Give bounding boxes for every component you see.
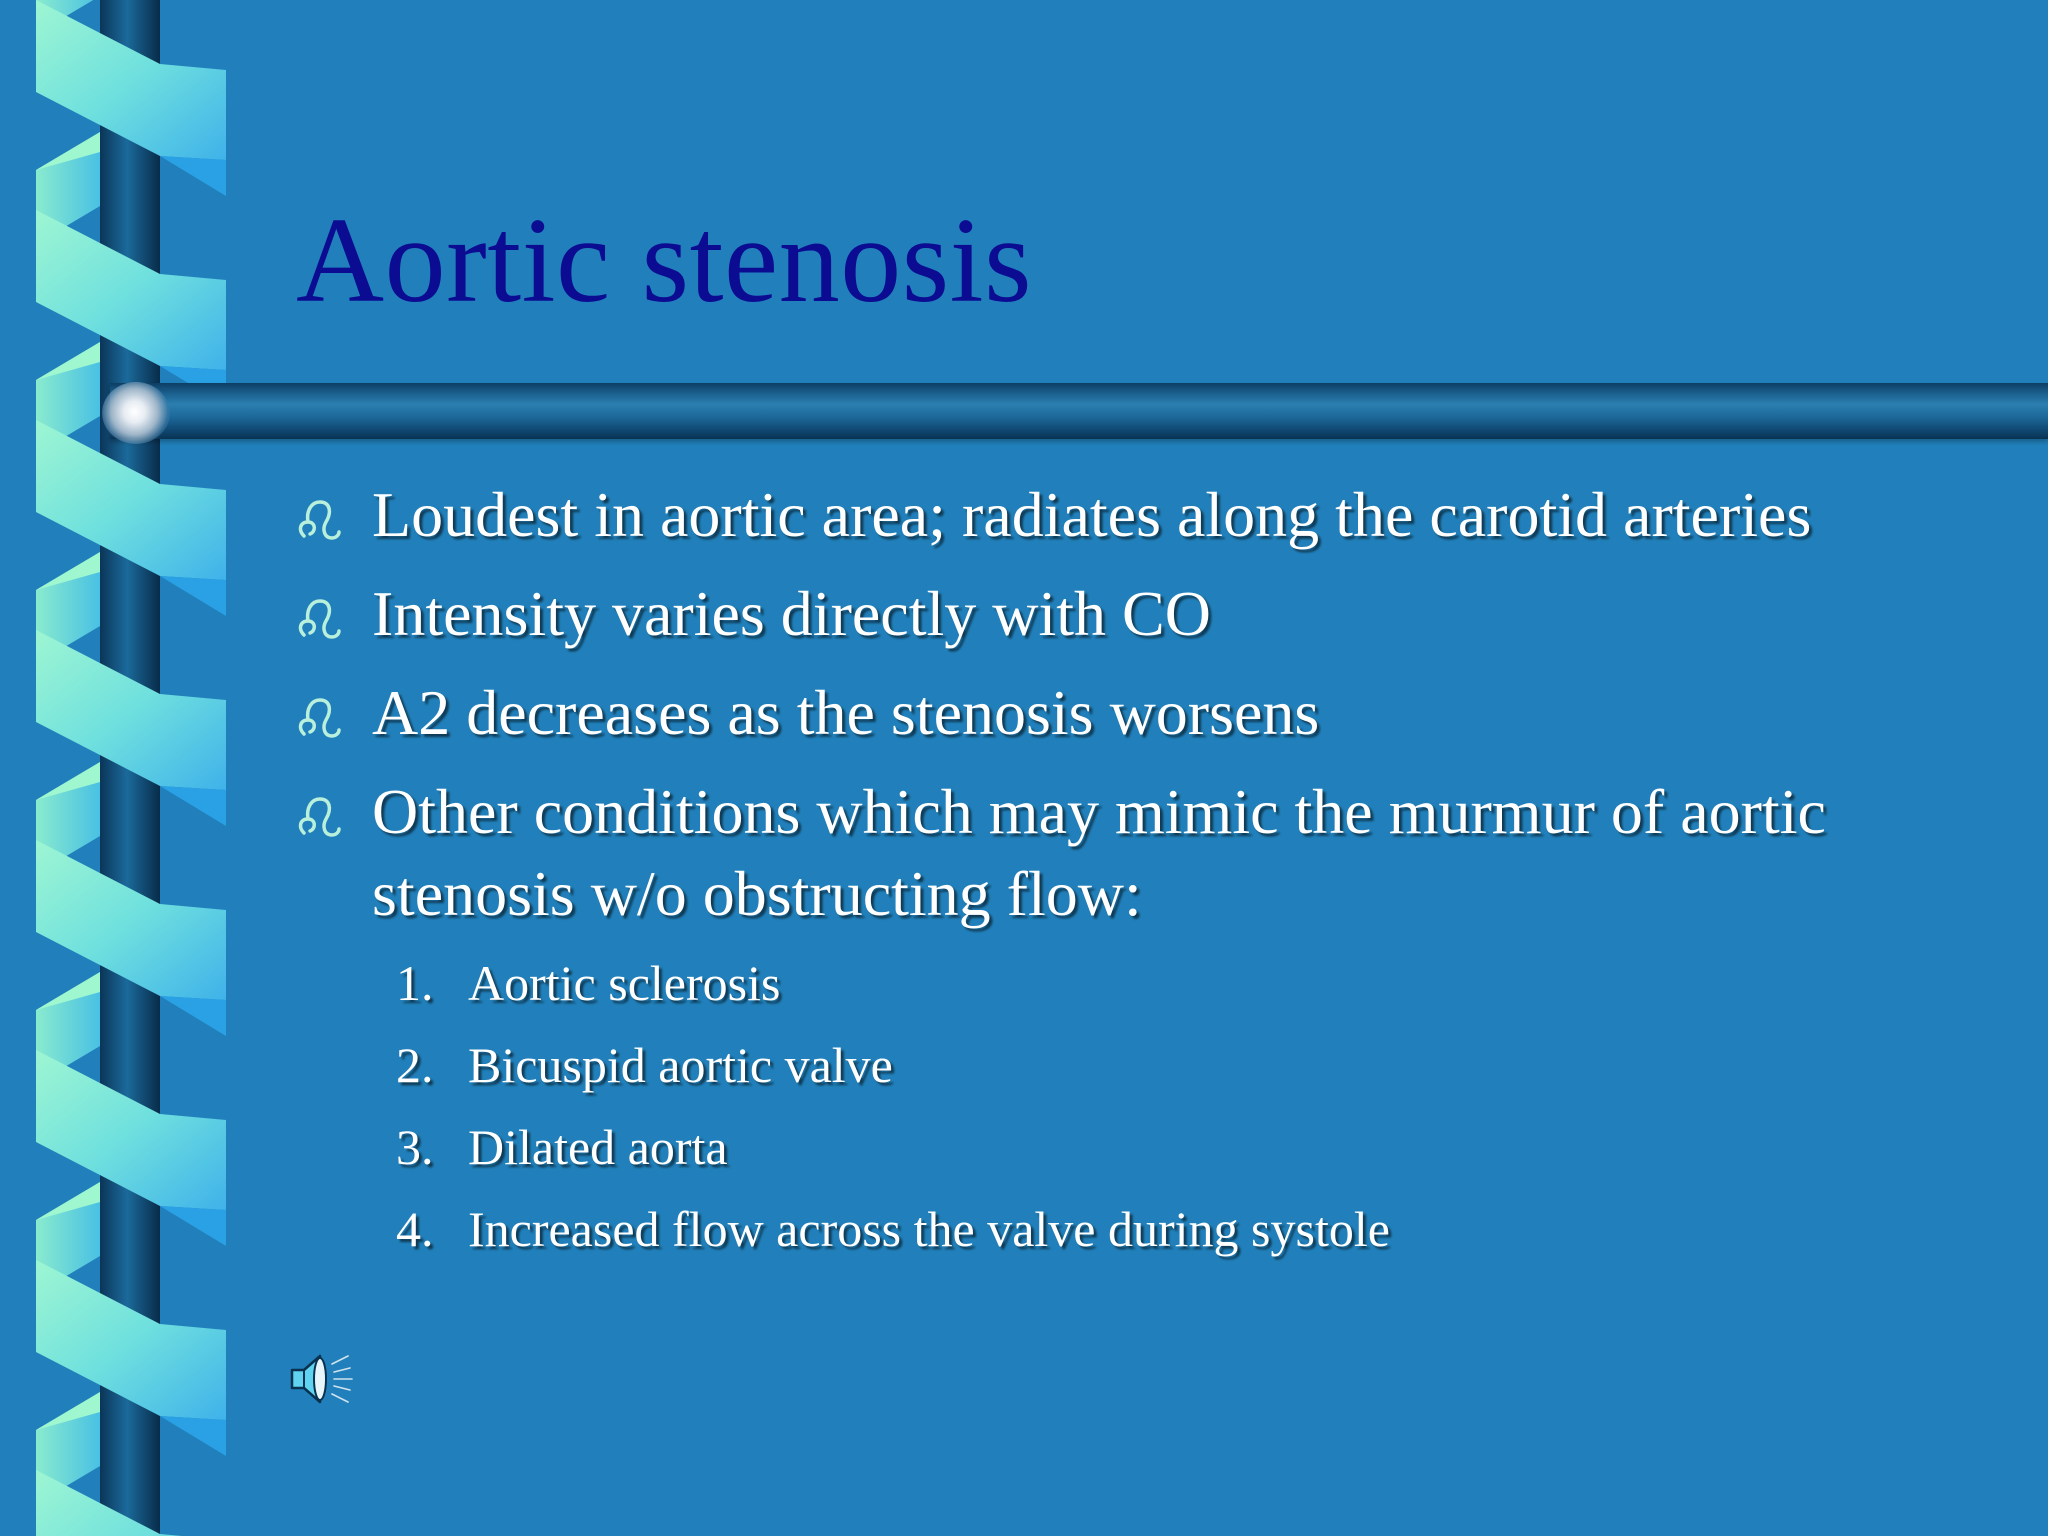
bullet-text: Other conditions which may mimic the murmur of aortic stenosis w/o obstructing flow:: [372, 776, 1826, 929]
sublist-text: Increased flow across the valve during systole: [468, 1201, 1390, 1257]
ribbon-decoration: [0, 0, 230, 1536]
sublist-number: 2.: [396, 1037, 434, 1093]
numbered-sublist: [396, 942, 1390, 1270]
sublist-item: [396, 942, 1390, 1024]
ribbon-shadow: [160, 996, 226, 1036]
leo-sign-icon: [296, 496, 342, 544]
ribbon-shadow: [160, 1416, 226, 1456]
sublist-text: Aortic sclerosis: [468, 955, 781, 1011]
leo-sign-icon: [296, 694, 342, 742]
divider-knob: [102, 382, 170, 444]
bullet-text: A2 decreases as the stenosis worsens: [372, 677, 1320, 748]
bullet-text: Loudest in aortic area; radiates along the carotid arteries: [372, 479, 1812, 550]
bullet-item: [296, 573, 2016, 655]
bullet-item: [296, 474, 2016, 556]
sublist-number: 1.: [396, 955, 434, 1011]
sublist-number: 3.: [396, 1119, 434, 1175]
ribbon-shadow: [160, 786, 226, 826]
speaker-icon[interactable]: [286, 1344, 356, 1414]
sublist-text: Bicuspid aortic valve: [468, 1037, 893, 1093]
title-divider-bar: [110, 383, 2048, 439]
leo-sign-icon: [296, 595, 342, 643]
sublist-item: [396, 1106, 1390, 1188]
leo-sign-icon: [296, 793, 342, 841]
sublist-item: [396, 1188, 1390, 1270]
slide-title: Aortic stenosis: [296, 193, 1033, 328]
bullet-item: [296, 771, 2016, 935]
sublist-number: 4.: [396, 1201, 434, 1257]
ribbon-shadow: [160, 156, 226, 196]
sublist-text: Dilated aorta: [468, 1119, 728, 1175]
sublist-item: [396, 1024, 1390, 1106]
bullet-text: Intensity varies directly with CO: [372, 578, 1211, 649]
ribbon-shadow: [160, 576, 226, 616]
bullet-item: [296, 672, 2016, 754]
ribbon-shadow: [160, 1206, 226, 1246]
bullet-list: [296, 474, 2016, 952]
